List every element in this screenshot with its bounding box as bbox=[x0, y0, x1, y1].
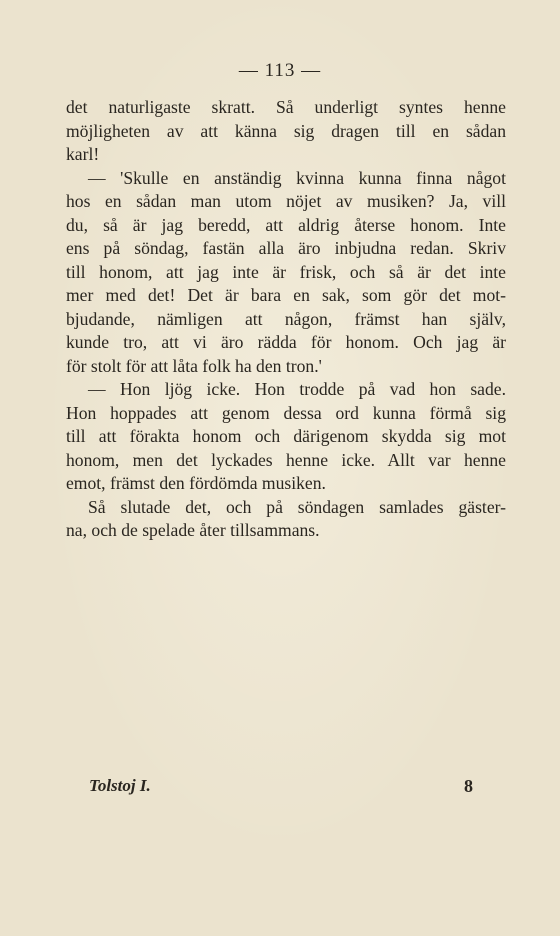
text-line: honom, men det lyckades henne icke. Allt var henne bbox=[66, 449, 506, 470]
text-line: emot, främst den fördömda musiken. bbox=[66, 473, 326, 493]
footer-signature: Tolstoj I. bbox=[89, 776, 151, 795]
text-line: till att förakta honom och därigenom skydda sig mot bbox=[66, 426, 506, 446]
text-line: — 'Skulle en anständig kvinna kunna finna något bbox=[88, 167, 506, 188]
text-line: Hon hoppades att genom dessa ord kunna förmå sig bbox=[66, 402, 506, 423]
text-line: du, så är jag beredd, att aldrig återse honom. Inte bbox=[66, 214, 506, 235]
text-line: till honom, att jag inte är frisk, och så är det inte bbox=[66, 261, 506, 282]
text-line: det naturligaste skratt. Så underligt syntes henne bbox=[66, 97, 506, 117]
footer-sheet-number: 8 bbox=[464, 776, 473, 796]
body-text bbox=[66, 96, 506, 543]
text-line: — Hon ljög icke. Hon trodde på vad hon sade. bbox=[88, 379, 506, 399]
text-line: karl! bbox=[66, 144, 100, 164]
text-line: hos en sådan man utom nöjet av musiken? Ja, vill bbox=[66, 191, 506, 211]
text-line: för stolt för att låta folk ha den tron.' bbox=[66, 355, 322, 376]
text-line: kunde tro, att vi äro rädda för honom. Och jag är bbox=[66, 332, 506, 352]
text-line: ens på söndag, fastän alla äro inbjudna redan. Skriv bbox=[66, 238, 506, 258]
page-number: — 113 — bbox=[238, 60, 322, 81]
text-line: mer med det! Det är bara en sak, som gör det mot- bbox=[66, 285, 506, 305]
text-line: möjligheten av att känna sig dragen till en sådan bbox=[66, 120, 506, 141]
text-line: na, och de spelade åter tillsammans. bbox=[66, 520, 320, 540]
text-line: Så slutade det, och på söndagen samlades gäster- bbox=[88, 496, 506, 517]
text-line: bjudande, nämligen att någon, främst han själv, bbox=[66, 308, 506, 329]
